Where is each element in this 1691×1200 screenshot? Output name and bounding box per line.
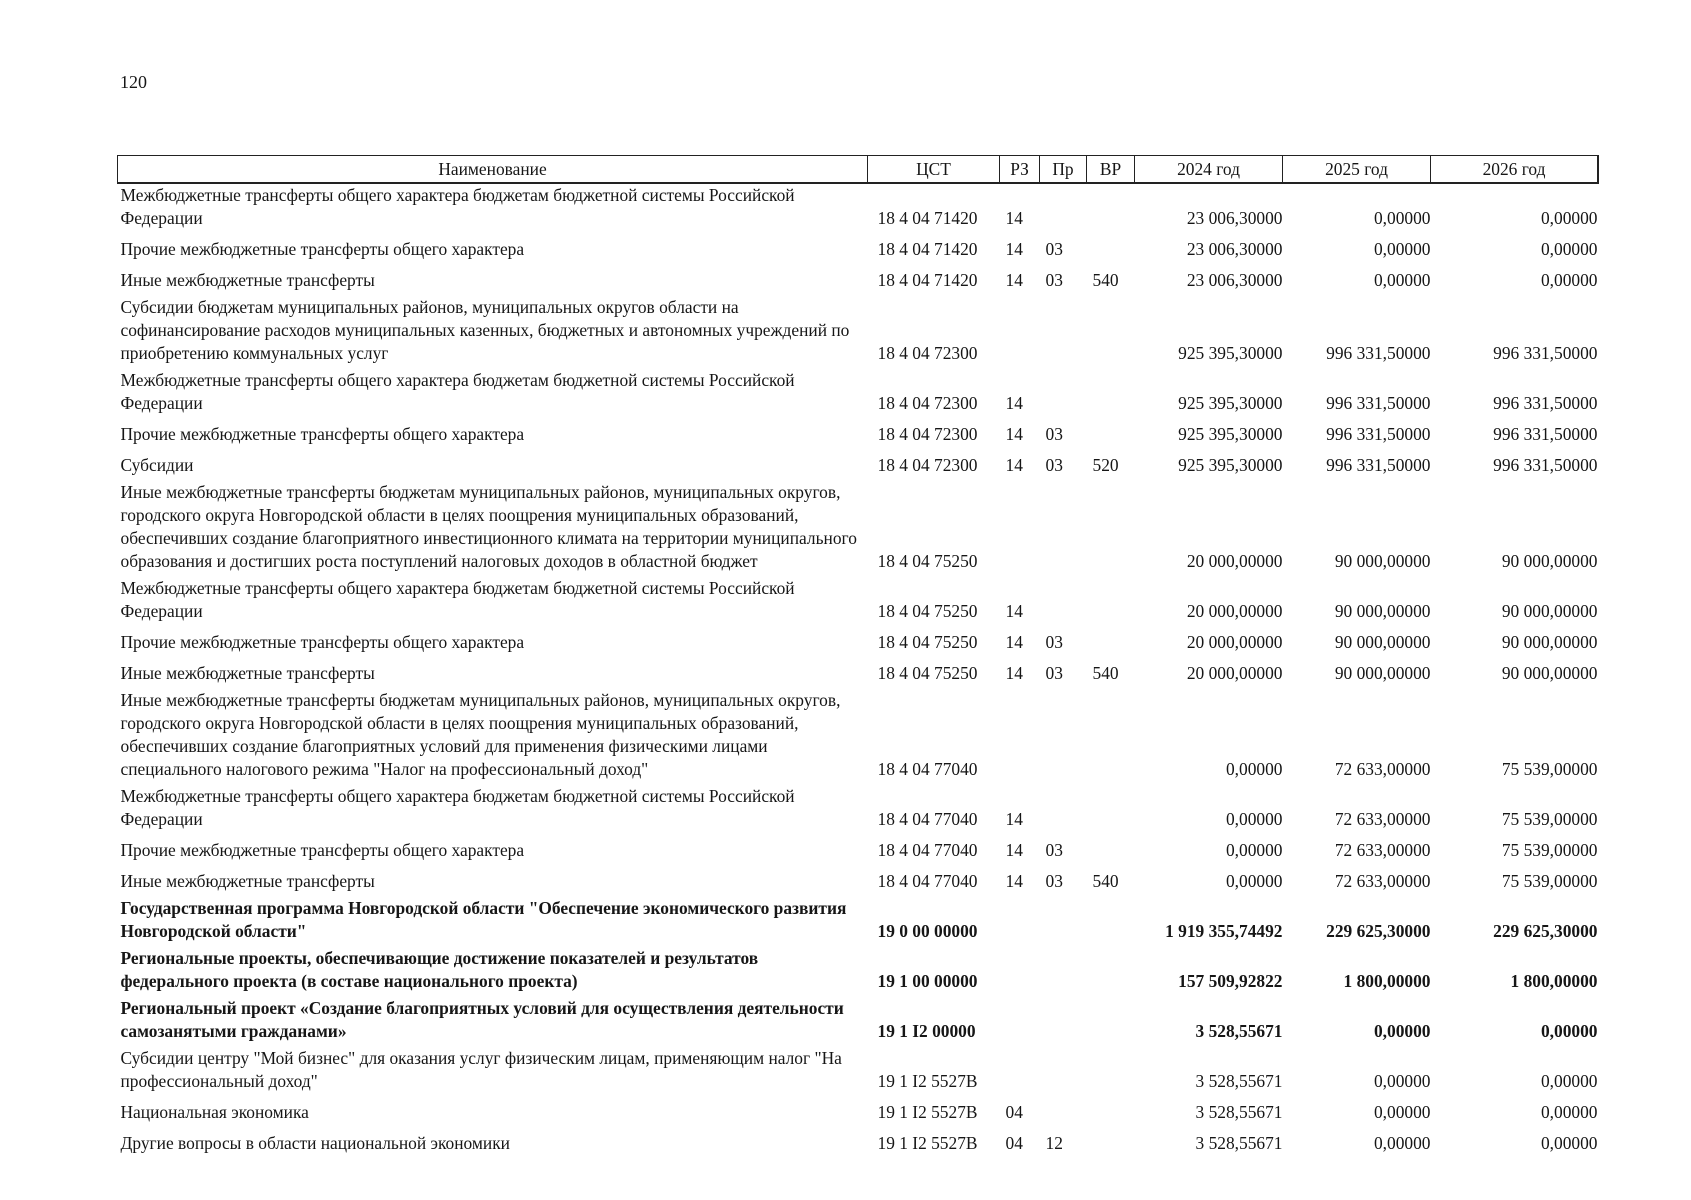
cell-2026: 75 539,00000 [1501, 759, 1598, 779]
cell-name: Субсидии центру "Мой бизнес" для оказания услуг физическим лицам, применяющим налог "На профессиональный доход" [120, 1048, 842, 1091]
cell-name: Иные межбюджетные трансферты [120, 871, 375, 891]
cell-rz: 14 [1005, 208, 1023, 228]
cell-cst: 18 4 04 75250 [877, 663, 978, 683]
cell-2025: 996 331,50000 [1326, 343, 1431, 363]
cell-2026: 75 539,00000 [1501, 840, 1598, 860]
cell-pr [1040, 784, 1087, 834]
cell-pr [1040, 688, 1087, 784]
cell-name: Другие вопросы в области национальной экономики [120, 1133, 510, 1153]
cell-cst: 18 4 04 75250 [877, 601, 978, 621]
cell-name: Межбюджетные трансферты общего характера бюджетам бюджетной системы Российской Федерации [120, 370, 795, 413]
cell-2026: 0,00000 [1540, 1021, 1598, 1041]
table-row [118, 657, 1598, 688]
cell-rz: 14 [1005, 601, 1023, 621]
cell-2024: 0,00000 [1225, 840, 1283, 860]
cell-2026: 75 539,00000 [1501, 809, 1598, 829]
cell-2026: 996 331,50000 [1493, 424, 1598, 444]
header-pr: Пр [1040, 156, 1087, 183]
cell-pr [1040, 1096, 1087, 1127]
cell-2024: 0,00000 [1225, 759, 1283, 779]
cell-2024: 0,00000 [1225, 809, 1283, 829]
cell-cst: 18 4 04 77040 [877, 759, 978, 779]
cell-2026: 90 000,00000 [1501, 663, 1598, 683]
table-row [118, 865, 1598, 896]
table-row [118, 295, 1598, 368]
cell-name: Межбюджетные трансферты общего характера бюджетам бюджетной системы Российской Федерации [120, 185, 795, 228]
cell-name: Иные межбюджетные трансферты бюджетам муниципальных районов, муниципальных округов, городского округа Новгородской области в целях поощрения муниципальных образований, обеспечивших создание благоприятных условий для применения физическими лицами специального налогового режима "Налог на профессиональный доход" [120, 690, 841, 779]
cell-name: Иные межбюджетные трансферты бюджетам муниципальных районов, муниципальных округов, городского округа Новгородской области в целях поощрения муниципальных образований, обеспечивших создание благоприятного инвестиционного климата на территории муниципального образования и достигших роста поступлений налоговых доходов в областной бюджет [120, 482, 857, 571]
cell-vr [1087, 480, 1135, 576]
cell-2024: 925 395,30000 [1178, 393, 1283, 413]
cell-2025: 90 000,00000 [1334, 551, 1431, 571]
cell-pr [1040, 896, 1087, 946]
cell-2026: 0,00000 [1540, 1133, 1598, 1153]
cell-2025: 90 000,00000 [1334, 663, 1431, 683]
cell-2024: 23 006,30000 [1186, 208, 1283, 228]
cell-pr [1040, 368, 1087, 418]
cell-vr [1087, 784, 1135, 834]
cell-2026: 90 000,00000 [1501, 551, 1598, 571]
cell-2026: 229 625,30000 [1493, 921, 1598, 941]
table-row [118, 1096, 1598, 1127]
cell-cst: 18 4 04 71420 [877, 239, 978, 259]
cell-name: Региональный проект «Создание благоприятных условий для осуществления деятельности самозанятыми гражданами» [120, 998, 844, 1041]
cell-2026: 996 331,50000 [1493, 343, 1598, 363]
cell-name: Прочие межбюджетные трансферты общего характера [120, 424, 525, 444]
cell-vr [1087, 1096, 1135, 1127]
header-2026: 2026 год [1431, 156, 1598, 183]
cell-vr [1087, 183, 1135, 234]
cell-rz: 14 [1005, 393, 1023, 413]
table-row [118, 449, 1598, 480]
cell-2025: 1 800,00000 [1343, 971, 1431, 991]
cell-2025: 996 331,50000 [1326, 424, 1431, 444]
cell-name: Иные межбюджетные трансферты [120, 270, 375, 290]
cell-name: Прочие межбюджетные трансферты общего характера [120, 632, 525, 652]
cell-2025: 0,00000 [1373, 1071, 1431, 1091]
header-2025: 2025 год [1283, 156, 1431, 183]
cell-cst: 18 4 04 75250 [877, 551, 978, 571]
cell-pr [1040, 996, 1087, 1046]
cell-cst: 19 1 I2 5527B [877, 1133, 978, 1153]
cell-rz [1000, 996, 1040, 1046]
cell-2025: 0,00000 [1373, 1102, 1431, 1122]
cell-pr: 03 [1045, 270, 1063, 290]
cell-2025: 72 633,00000 [1334, 840, 1431, 860]
cell-rz: 04 [1005, 1102, 1023, 1122]
cell-pr: 03 [1045, 663, 1063, 683]
cell-2026: 0,00000 [1540, 239, 1598, 259]
cell-rz [1000, 1046, 1040, 1096]
cell-2026: 90 000,00000 [1501, 632, 1598, 652]
cell-2024: 925 395,30000 [1178, 455, 1283, 475]
cell-2024: 3 528,55671 [1195, 1133, 1283, 1153]
cell-2026: 0,00000 [1540, 1071, 1598, 1091]
cell-2026: 0,00000 [1540, 208, 1598, 228]
table-row [118, 1127, 1598, 1158]
cell-2025: 229 625,30000 [1326, 921, 1431, 941]
cell-name: Субсидии бюджетам муниципальных районов, муниципальных округов области на софинансирование расходов муниципальных казенных, бюджетных и автономных учреждений по приобретению коммунальных услуг [120, 297, 850, 363]
cell-name: Региональные проекты, обеспечивающие достижение показателей и результатов федерального проекта (в составе национального проекта) [120, 948, 759, 991]
cell-pr: 03 [1045, 632, 1063, 652]
header-name: Наименование [118, 156, 868, 183]
cell-2024: 20 000,00000 [1186, 601, 1283, 621]
cell-2025: 72 633,00000 [1334, 871, 1431, 891]
table-row [118, 1046, 1598, 1096]
cell-2024: 0,00000 [1225, 871, 1283, 891]
cell-cst: 18 4 04 77040 [877, 840, 978, 860]
cell-2025: 0,00000 [1373, 208, 1431, 228]
header-rz: РЗ [1000, 156, 1040, 183]
cell-name: Межбюджетные трансферты общего характера бюджетам бюджетной системы Российской Федерации [120, 578, 795, 621]
cell-2026: 90 000,00000 [1501, 601, 1598, 621]
cell-2025: 996 331,50000 [1326, 393, 1431, 413]
cell-cst: 18 4 04 72300 [877, 424, 978, 444]
page-number: 120 [120, 72, 147, 92]
cell-pr [1040, 295, 1087, 368]
cell-cst: 19 1 I2 00000 [877, 1021, 976, 1041]
cell-rz [1000, 295, 1040, 368]
cell-rz [1000, 946, 1040, 996]
table-row [118, 183, 1598, 234]
cell-rz: 14 [1005, 424, 1023, 444]
cell-rz: 14 [1005, 632, 1023, 652]
cell-2024: 1 919 355,74492 [1165, 921, 1283, 941]
table-row [118, 946, 1598, 996]
cell-cst: 19 1 I2 5527B [877, 1071, 978, 1091]
cell-vr [1087, 1046, 1135, 1096]
cell-vr [1087, 896, 1135, 946]
cell-vr [1087, 295, 1135, 368]
cell-vr [1087, 233, 1135, 264]
cell-rz: 14 [1005, 239, 1023, 259]
cell-vr: 540 [1092, 871, 1119, 891]
cell-name: Прочие межбюджетные трансферты общего характера [120, 239, 525, 259]
cell-rz: 14 [1005, 663, 1023, 683]
cell-2026: 75 539,00000 [1501, 871, 1598, 891]
header-2024: 2024 год [1135, 156, 1283, 183]
table-row [118, 784, 1598, 834]
cell-pr: 03 [1045, 239, 1063, 259]
cell-pr: 03 [1045, 455, 1063, 475]
cell-2026: 0,00000 [1540, 1102, 1598, 1122]
header-cst: ЦСТ [868, 156, 1000, 183]
cell-vr [1087, 688, 1135, 784]
cell-2024: 925 395,30000 [1178, 343, 1283, 363]
cell-2025: 72 633,00000 [1334, 809, 1431, 829]
cell-2025: 90 000,00000 [1334, 632, 1431, 652]
cell-vr [1087, 834, 1135, 865]
cell-pr [1040, 1046, 1087, 1096]
cell-2024: 157 509,92822 [1178, 971, 1283, 991]
cell-2024: 23 006,30000 [1186, 270, 1283, 290]
cell-cst: 18 4 04 75250 [877, 632, 978, 652]
cell-rz: 14 [1005, 871, 1023, 891]
cell-name: Субсидии [120, 455, 194, 475]
cell-rz: 04 [1005, 1133, 1023, 1153]
table-row [118, 233, 1598, 264]
cell-vr [1087, 418, 1135, 449]
cell-cst: 18 4 04 72300 [877, 393, 978, 413]
cell-rz [1000, 896, 1040, 946]
cell-pr: 12 [1045, 1133, 1063, 1153]
header-vr: ВР [1087, 156, 1135, 183]
cell-vr [1087, 368, 1135, 418]
cell-cst: 18 4 04 77040 [877, 809, 978, 829]
cell-rz: 14 [1005, 809, 1023, 829]
cell-rz: 14 [1005, 270, 1023, 290]
cell-cst: 18 4 04 72300 [877, 343, 978, 363]
cell-2026: 0,00000 [1540, 270, 1598, 290]
cell-vr [1087, 1127, 1135, 1158]
cell-2026: 996 331,50000 [1493, 393, 1598, 413]
cell-vr [1087, 946, 1135, 996]
cell-cst: 18 4 04 77040 [877, 871, 978, 891]
table-row [118, 996, 1598, 1046]
cell-2025: 0,00000 [1373, 239, 1431, 259]
cell-name: Национальная экономика [120, 1102, 309, 1122]
cell-vr: 540 [1092, 270, 1119, 290]
cell-cst: 19 0 00 00000 [877, 921, 978, 941]
cell-2025: 72 633,00000 [1334, 759, 1431, 779]
cell-pr: 03 [1045, 871, 1063, 891]
cell-2025: 0,00000 [1373, 1133, 1431, 1153]
table-row [118, 834, 1598, 865]
cell-vr [1087, 626, 1135, 657]
cell-vr: 540 [1092, 663, 1119, 683]
cell-vr [1087, 996, 1135, 1046]
cell-pr [1040, 183, 1087, 234]
table-row [118, 418, 1598, 449]
cell-2025: 996 331,50000 [1326, 455, 1431, 475]
cell-name: Государственная программа Новгородской области "Обеспечение экономического развития Новгородской области" [120, 898, 847, 941]
cell-rz [1000, 688, 1040, 784]
cell-cst: 19 1 00 00000 [877, 971, 978, 991]
cell-2026: 996 331,50000 [1493, 455, 1598, 475]
table-row [118, 576, 1598, 626]
cell-2024: 20 000,00000 [1186, 632, 1283, 652]
cell-pr: 03 [1045, 424, 1063, 444]
cell-vr [1087, 576, 1135, 626]
cell-name: Прочие межбюджетные трансферты общего характера [120, 840, 525, 860]
cell-cst: 18 4 04 71420 [877, 270, 978, 290]
cell-cst: 19 1 I2 5527B [877, 1102, 978, 1122]
cell-cst: 18 4 04 72300 [877, 455, 978, 475]
table-body [118, 183, 1598, 1159]
cell-2025: 0,00000 [1373, 270, 1431, 290]
cell-pr: 03 [1045, 840, 1063, 860]
cell-rz: 14 [1005, 840, 1023, 860]
cell-pr [1040, 576, 1087, 626]
table-row [118, 626, 1598, 657]
cell-vr: 520 [1092, 455, 1119, 475]
table-header [118, 156, 1598, 183]
cell-2026: 1 800,00000 [1510, 971, 1598, 991]
cell-pr [1040, 480, 1087, 576]
table-row [118, 368, 1598, 418]
cell-2025: 90 000,00000 [1334, 601, 1431, 621]
cell-pr [1040, 946, 1087, 996]
cell-cst: 18 4 04 71420 [877, 208, 978, 228]
table-row [118, 688, 1598, 784]
cell-2024: 3 528,55671 [1195, 1021, 1283, 1041]
cell-name: Межбюджетные трансферты общего характера бюджетам бюджетной системы Российской Федерации [120, 786, 795, 829]
budget-table [117, 155, 1598, 1158]
cell-2024: 20 000,00000 [1186, 551, 1283, 571]
cell-rz: 14 [1005, 455, 1023, 475]
cell-2024: 23 006,30000 [1186, 239, 1283, 259]
cell-2024: 3 528,55671 [1195, 1071, 1283, 1091]
table-row [118, 896, 1598, 946]
cell-2024: 20 000,00000 [1186, 663, 1283, 683]
cell-2025: 0,00000 [1373, 1021, 1431, 1041]
cell-rz [1000, 480, 1040, 576]
cell-2024: 925 395,30000 [1178, 424, 1283, 444]
cell-name: Иные межбюджетные трансферты [120, 663, 375, 683]
table-row [118, 264, 1598, 295]
cell-2024: 3 528,55671 [1195, 1102, 1283, 1122]
table-row [118, 480, 1598, 576]
